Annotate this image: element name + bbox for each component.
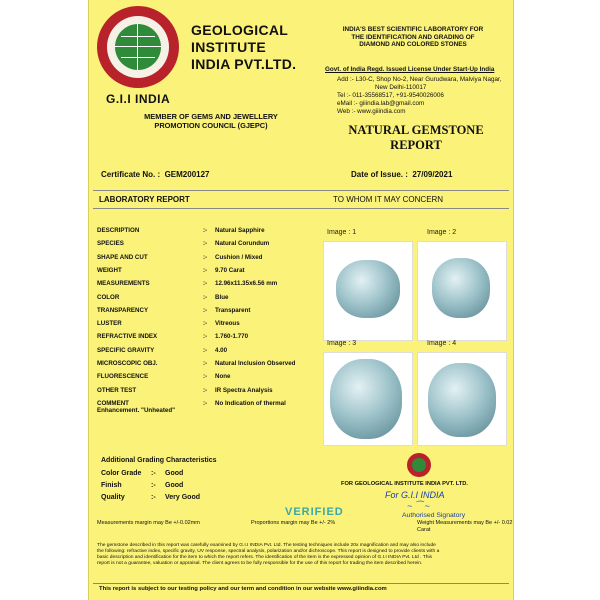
to-whom: TO WHOM IT MAY CONCERN xyxy=(333,195,444,204)
lab-report-bar xyxy=(93,190,509,209)
disclaimer: The gemstone described in this report was carefully examined by G.I.I INDIA Pvt. Ltd. The testing techniques include 20x magnification and may also include the following: refractive index, specific gravity, UV response, spectral analysis, polarization and/or dichroscope. This report is designed to provide clients with a basic description and identification for the item to which the report refers. The identification of the item is the expressed opinion of G.I.I INDIA Pvt. Ltd . This report is not a guarantee, valuation or appraisal. The client agrees to be fully responsible for the use of this report for trading the item described herein. xyxy=(97,543,440,567)
property-value: Cushion / Mixed xyxy=(215,253,263,261)
grading-separator: :- xyxy=(151,494,156,501)
seal-logo xyxy=(407,453,431,477)
signature-scribble: ~ ⁀ ~ xyxy=(407,501,430,511)
grading-separator: :- xyxy=(151,482,156,489)
grading-label: Color Grade xyxy=(101,470,142,477)
grading-value: Good xyxy=(165,482,184,489)
property-label: SPECIFIC GRAVITY xyxy=(97,346,155,354)
lab-report-heading: LABORATORY REPORT xyxy=(99,195,190,204)
property-row xyxy=(97,240,325,252)
property-value: Natural Corundum xyxy=(215,240,270,248)
property-row xyxy=(97,227,325,239)
property-separator: :- xyxy=(203,399,208,407)
property-row xyxy=(97,267,325,279)
grading-heading: Additional Grading Characteristics xyxy=(101,457,217,464)
property-label: REFRACTIVE INDEX xyxy=(97,333,158,341)
property-row xyxy=(97,280,325,292)
property-label: SPECIES xyxy=(97,240,124,248)
footer-divider xyxy=(93,583,509,584)
gem-photo-3 xyxy=(323,352,413,446)
property-value: 12.96x11.35x6.56 mm xyxy=(215,280,278,288)
grading-separator: :- xyxy=(151,470,156,477)
property-label: COMMENT xyxy=(97,399,129,407)
address: Add :- L30-C, Shop No-2, Near Gurudwara, Malviya Nagar, New Delhi-110017 Tel :- 011-35568517, +91-9540026006 eMail :- giiindia.lab@gmail.com Web :- www.giiindia.com xyxy=(337,76,502,115)
property-separator: :- xyxy=(203,346,208,354)
property-value: No Indication of thermal xyxy=(215,399,286,407)
grading-label: Quality xyxy=(101,494,125,501)
property-value: Transparent xyxy=(215,306,251,314)
property-separator: :- xyxy=(203,333,208,341)
property-value: 4.00 xyxy=(215,346,228,354)
grading-value: Very Good xyxy=(165,494,201,501)
property-row xyxy=(97,347,325,359)
property-separator: :- xyxy=(203,306,208,314)
weight-note: Weight Measurements may Be +/- 0.02 Carat xyxy=(417,520,513,533)
property-separator: :- xyxy=(203,293,208,301)
for-company-line: FOR GEOLOGICAL INSTITUTE INDIA PVT. LTD. xyxy=(341,481,468,487)
verified-stamp: VERIFIED xyxy=(285,506,344,518)
property-separator: :- xyxy=(203,266,208,274)
image-label-3: Image : 3 xyxy=(327,340,357,347)
brand-name: G.I.I INDIA xyxy=(106,92,171,106)
gem-photo-4 xyxy=(417,352,507,446)
property-value: IR Spectra Analysis xyxy=(215,386,273,394)
property-value: Blue xyxy=(215,293,229,301)
authorised-signatory: Authorised Signatory xyxy=(402,512,466,519)
property-value: Natural Sapphire xyxy=(215,227,265,234)
lab-tagline: INDIA'S BEST SCIENTIFIC LABORATORY FOR THE IDENTIFICATION AND GRADING OF DIAMOND AND COLORED STONES xyxy=(342,26,484,49)
property-separator: :- xyxy=(203,386,208,394)
property-row xyxy=(97,320,325,332)
image-label-1: Image : 1 xyxy=(327,229,357,236)
property-row xyxy=(97,373,325,385)
for-brand-line: For G.I.I INDIA xyxy=(385,490,445,500)
issue-date: Date of Issue. : 27/09/2021 xyxy=(351,170,453,179)
property-row xyxy=(97,254,325,266)
property-separator: :- xyxy=(203,373,208,381)
grading-value: Good xyxy=(165,470,184,477)
property-label: DESCRIPTION xyxy=(97,227,140,234)
property-label: MICROSCOPIC OBJ. xyxy=(97,360,158,367)
institute-logo xyxy=(97,6,179,88)
globe-icon xyxy=(115,24,161,70)
grading-row xyxy=(101,482,183,489)
proportions-note: Proportions margin may Be +/- 2% xyxy=(251,520,336,526)
property-label: WEIGHT xyxy=(97,266,122,274)
property-row xyxy=(97,387,325,399)
property-label: SHAPE AND CUT xyxy=(97,253,148,261)
property-row xyxy=(97,307,325,319)
property-row xyxy=(97,294,325,306)
property-separator: :- xyxy=(203,280,208,288)
property-separator: :- xyxy=(203,320,208,328)
grading-row xyxy=(101,470,183,477)
property-value: 9.70 Carat xyxy=(215,266,245,274)
image-label-2: Image : 2 xyxy=(427,229,457,236)
property-separator: :- xyxy=(203,227,208,234)
property-value: Vitreous xyxy=(215,320,240,328)
property-separator: :- xyxy=(203,253,208,261)
comment-continued: Enhancement. "Unheated" xyxy=(97,407,176,414)
measurements-note: Measurements margin may Be +/-0.02mm xyxy=(97,520,200,526)
membership-text: MEMBER OF GEMS AND JEWELLERY PROMOTION COUNCIL (GJEPC) xyxy=(144,112,278,130)
institute-name: GEOLOGICAL INSTITUTE INDIA PVT.LTD. xyxy=(191,22,297,72)
grading-label: Finish xyxy=(101,482,122,489)
property-value: None xyxy=(215,373,231,381)
property-row xyxy=(97,333,325,345)
report-title: NATURAL GEMSTONE REPORT xyxy=(348,123,484,152)
license-text: Govt. of India Regd. Issued License Under Start-Up India xyxy=(325,66,495,73)
property-label: MEASUREMENTS xyxy=(97,280,150,288)
property-label: FLUORESCENCE xyxy=(97,373,149,381)
property-separator: :- xyxy=(203,360,208,367)
gem-photo-1 xyxy=(323,241,413,341)
property-label: LUSTER xyxy=(97,320,122,328)
grading-row xyxy=(101,494,200,501)
gem-photo-2 xyxy=(417,241,507,341)
property-label: OTHER TEST xyxy=(97,386,137,394)
certificate-page xyxy=(88,0,514,600)
property-value: 1.760-1.770 xyxy=(215,333,249,341)
certificate-number: Certificate No. : GEM200127 xyxy=(101,170,210,179)
property-value: Natural Inclusion Observed xyxy=(215,360,296,367)
image-label-4: Image : 4 xyxy=(427,340,457,347)
testing-policy-line: This report is subject to our testing policy and our term and condition in our website www.giiindia.com xyxy=(99,586,387,592)
property-label: TRANSPARENCY xyxy=(97,306,149,314)
property-separator: :- xyxy=(203,240,208,248)
property-label: COLOR xyxy=(97,293,120,301)
property-row xyxy=(97,360,325,372)
